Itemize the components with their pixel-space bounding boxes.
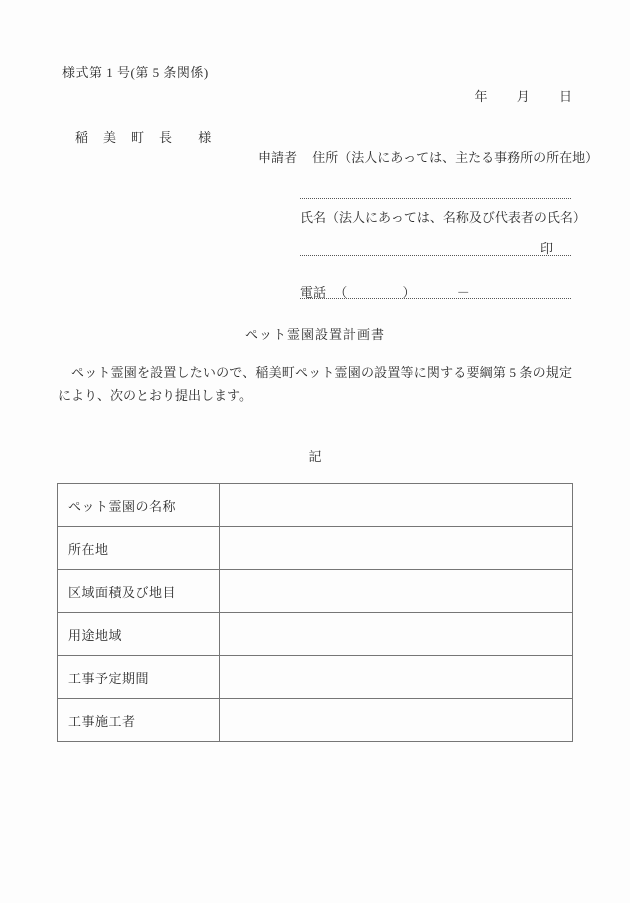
record-marker: 記 (308, 449, 322, 464)
table-row (58, 527, 573, 570)
phone-dash: － (456, 285, 470, 300)
applicant-label: 申請者 (258, 150, 298, 165)
phone-paren-close: ） (402, 285, 416, 300)
date-month-label: 月 (516, 89, 530, 104)
date-day-label: 日 (558, 89, 572, 104)
applicant-address-label: 住所（法人にあっては、主たる事務所の所在地） (312, 150, 599, 165)
date-year-label: 年 (474, 89, 488, 104)
table-row (58, 613, 573, 656)
plan-detail-table (57, 483, 573, 742)
row-label-area-and-land-category: 区域面積及び地目 (58, 570, 220, 613)
applicant-name-label: 氏名（法人にあっては、名称及び代表者の氏名） (300, 210, 586, 225)
table-row (58, 570, 573, 613)
date-placeholder-line (474, 86, 572, 105)
form-number: 様式第 1 号(第 5 条関係) (62, 65, 209, 80)
table-row (58, 656, 573, 699)
row-value-cemetery-name (220, 484, 573, 527)
row-value-construction-period (220, 656, 573, 699)
row-label-zoning-district: 用途地域 (58, 613, 220, 656)
addressee-honorific: 様 (198, 130, 213, 145)
table-row (58, 484, 573, 527)
address-fill-line (300, 183, 571, 199)
row-value-location (220, 527, 573, 570)
row-label-construction-period: 工事予定期間 (58, 656, 220, 699)
phone-fill-line (300, 282, 571, 299)
phone-label: 電話 (300, 285, 327, 300)
addressee-line (75, 127, 212, 146)
row-label-construction-contractor: 工事施工者 (58, 699, 220, 742)
row-value-area-and-land-category (220, 570, 573, 613)
table-row (58, 699, 573, 742)
seal-mark: 印 (539, 241, 553, 256)
name-fill-line (300, 238, 571, 256)
phone-paren-open: （ (334, 285, 348, 300)
row-value-construction-contractor (220, 699, 573, 742)
applicant-heading (258, 147, 598, 166)
row-label-cemetery-name: ペット霊園の名称 (58, 484, 220, 527)
document-title: ペット霊園設置計画書 (244, 327, 385, 342)
row-label-location: 所在地 (58, 527, 220, 570)
body-paragraph: ペット霊園を設置したいので、稲美町ペット霊園の設置等に関する要綱第 5 条の規定により、次のとおり提出します。 (58, 365, 572, 403)
row-value-zoning-district (220, 613, 573, 656)
addressee-name: 稲 美 町 長 (75, 130, 174, 145)
